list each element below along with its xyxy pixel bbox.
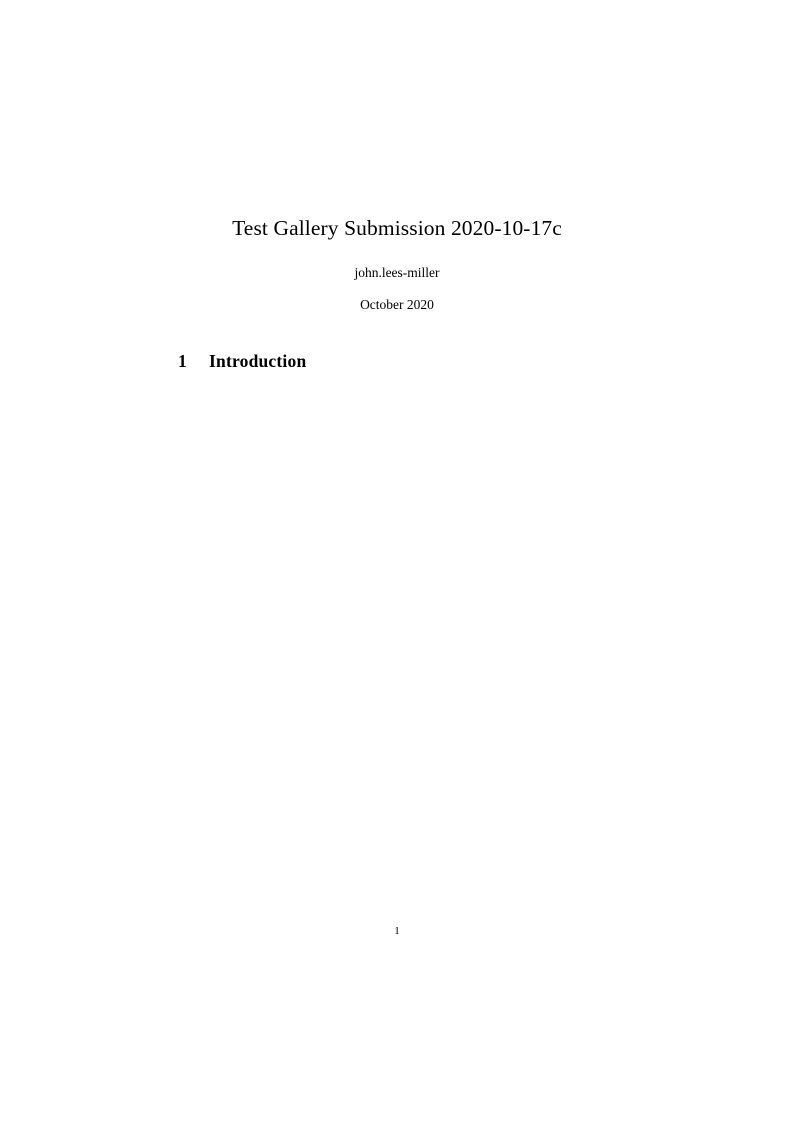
page-number: 1 (394, 925, 400, 937)
section-number: 1 (178, 351, 187, 372)
section-title: Introduction (209, 351, 307, 372)
document-date: October 2020 (360, 296, 434, 312)
document-text-block (170, 0, 624, 1123)
document-author: john.lees-miller (354, 264, 440, 280)
document-title: Test Gallery Submission 2020-10-17c (232, 216, 562, 240)
section-heading-introduction (170, 313, 624, 372)
